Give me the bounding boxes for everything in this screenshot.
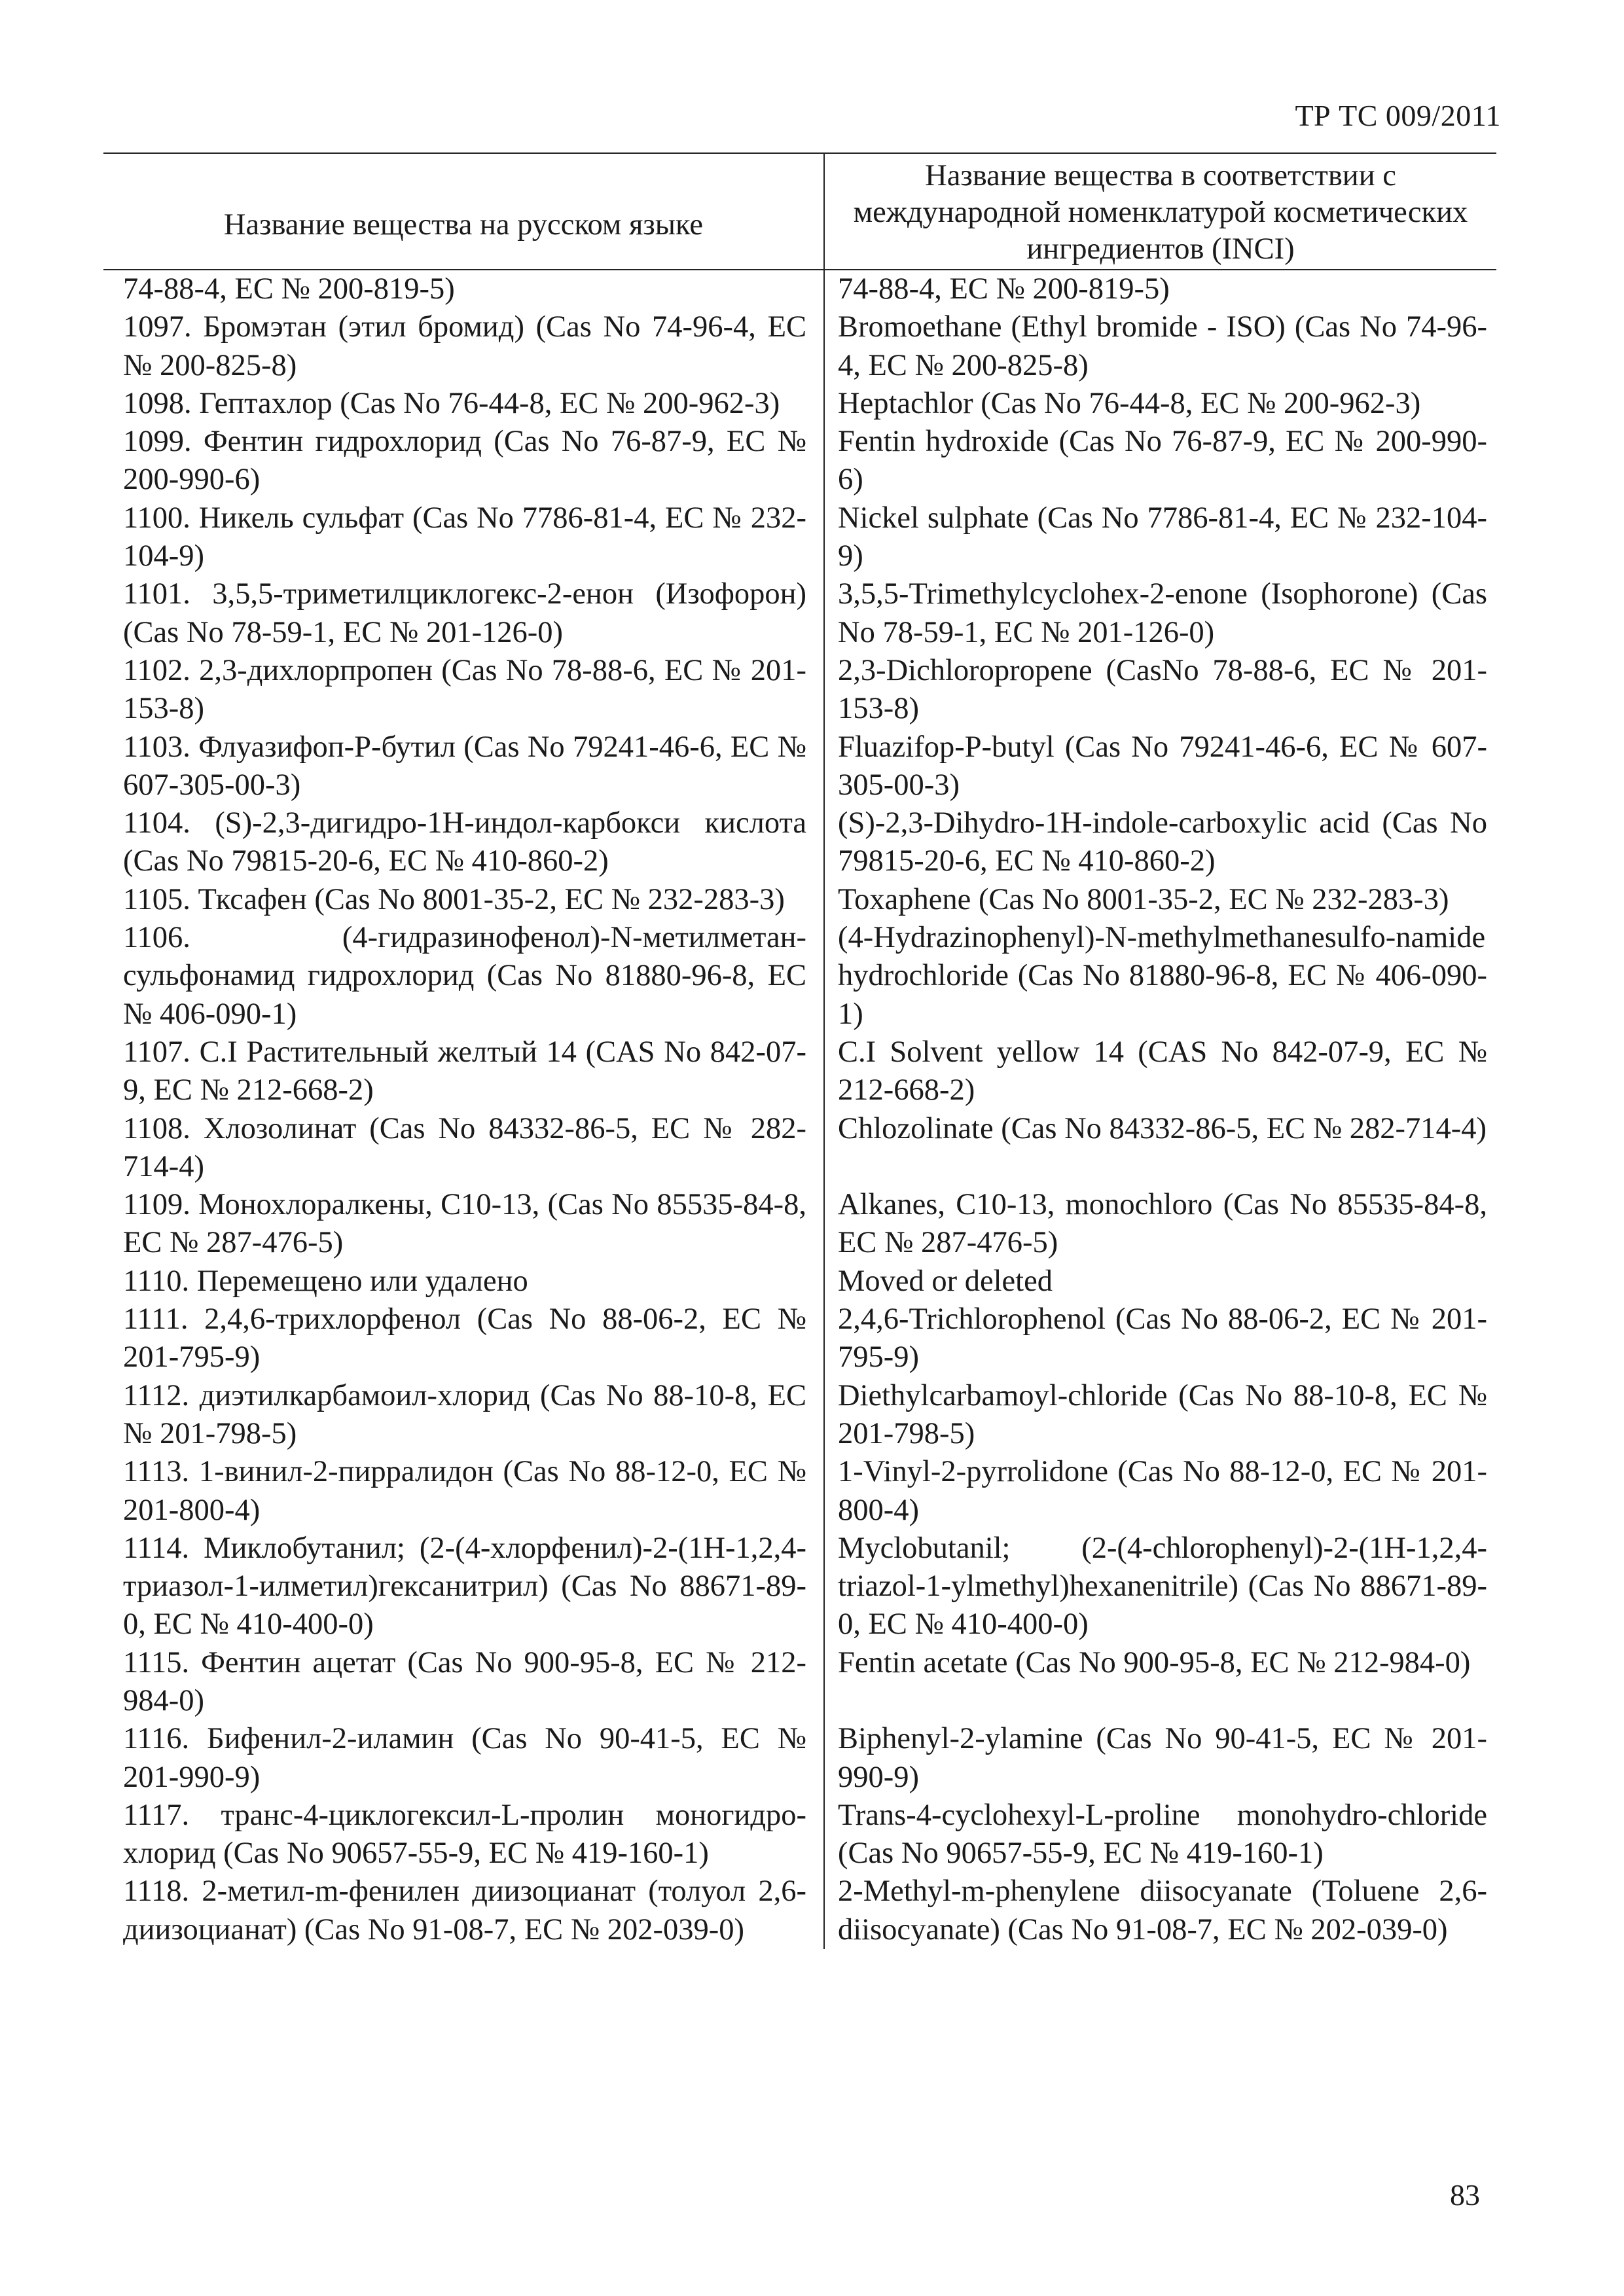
substance-name-inci: Trans-4-cyclohexyl-L-proline monohydro-chloride (Cas No 90657-55-9, ЕС № 419-160-1): [838, 1798, 1487, 1871]
table-header-row: [103, 153, 1496, 270]
substance-name-inci: Fentin hydroxide (Cas No 76-87-9, ЕС № 200-990-6): [838, 425, 1487, 497]
table-row: [103, 919, 1496, 1033]
substance-name-inci: 2,3-Dichloropropene (CasNo 78-88-6, ЕС № 201-153-8): [838, 653, 1487, 726]
substance-name-russian: 1102. 2,3-дихлорпропен (Cas No 78-88-6, ЕС № 201-153-8): [103, 652, 824, 728]
substance-name-russian: 1116. Бифенил-2-иламин (Cas No 90-41-5, ЕС № 201-990-9): [103, 1720, 824, 1797]
table-row: [103, 270, 1496, 308]
substance-name-russian: 74-88-4, ЕС № 200-819-5): [103, 270, 824, 308]
table-row: [103, 1300, 1496, 1377]
substance-name-russian: 1109. Монохлоралкены, C10-13, (Cas No 85535-84-8, ЕС № 287-476-5): [103, 1186, 824, 1263]
substance-name-russian: 1104. (S)-2,3-дигидро-1H-индол-карбокси кислота (Cas No 79815-20-6, ЕС № 410-860-2): [103, 804, 824, 881]
substance-name-russian: 1113. 1-винил-2-пирралидон (Cas No 88-12-0, ЕС № 201-800-4): [103, 1453, 824, 1530]
substance-name-inci: Diethylcarbamoyl-chloride (Cas No 88-10-8, ЕС № 201-798-5): [838, 1378, 1487, 1450]
substance-name-inci: Toxaphene (Cas No 8001-35-2, ЕС № 232-283-3): [838, 882, 1449, 916]
substance-name-inci: Alkanes, C10-13, monochloro (Cas No 85535-84-8, ЕС № 287-476-5): [838, 1188, 1487, 1260]
substances-table: [103, 152, 1496, 1949]
substance-name-russian: 1101. 3,5,5-триметилциклогекс-2-енон (Изофорон) (Cas No 78-59-1, ЕС № 201-126-0): [103, 575, 824, 652]
table-row: [103, 1797, 1496, 1873]
substance-name-russian: 1099. Фентин гидрохлорид (Cas No 76-87-9, ЕС № 200-990-6): [103, 423, 824, 499]
substance-name-inci: 2,4,6-Trichlorophenol (Cas No 88-06-2, ЕС № 201-795-9): [838, 1302, 1487, 1374]
table-row: [103, 652, 1496, 728]
table-row: [103, 1377, 1496, 1454]
table-row: [103, 1453, 1496, 1530]
substance-name-russian: 1112. диэтилкарбамоил-хлорид (Cas No 88-10-8, ЕС № 201-798-5): [103, 1377, 824, 1454]
substance-name-russian: 1103. Флуазифоп-P-бутил (Cas No 79241-46-6, ЕС № 607-305-00-3): [103, 728, 824, 805]
substance-name-inci: Myclobutanil; (2-(4-chlorophenyl)-2-(1H-1,2,4-triazol-1-ylmethyl)hexanenitrile) (Cas No 88671-89-0, ЕС № 410-400-0): [838, 1531, 1487, 1641]
substance-name-inci: 3,5,5-Trimethylcyclohex-2-enone (Isophorone) (Cas No 78-59-1, ЕС № 201-126-0): [838, 577, 1487, 649]
substance-name-russian: 1118. 2-метил-m-фенилен диизоцианат (толуол 2,6-диизоцианат) (Cas No 91-08-7, ЕС № 202-039-0): [103, 1873, 824, 1949]
column-header-inci-name: Название вещества в соответствии с международной номенклатурой косметических ингредиентов (INCI): [824, 153, 1496, 270]
substance-name-russian: 1105. Тксафен (Cas No 8001-35-2, ЕС № 232-283-3): [103, 881, 824, 919]
table-row: [103, 308, 1496, 385]
substance-name-inci: Fentin acetate (Cas No 900-95-8, ЕС № 212-984-0): [838, 1645, 1471, 1679]
substance-name-inci: (S)-2,3-Dihydro-1H-indole-carboxylic acid (Cas No 79815-20-6, ЕС № 410-860-2): [838, 806, 1487, 878]
table-row: [103, 575, 1496, 652]
column-header-russian-name: Название вещества на русском языке: [103, 153, 824, 270]
substance-name-russian: 1115. Фентин ацетат (Cas No 900-95-8, ЕС № 212-984-0): [103, 1644, 824, 1721]
substance-name-inci: Moved or deleted: [838, 1264, 1053, 1298]
substances-table-container: [103, 152, 1496, 1949]
substance-name-inci: Fluazifop-P-butyl (Cas No 79241-46-6, ЕС № 607-305-00-3): [838, 730, 1487, 802]
table-row: [103, 1263, 1496, 1300]
table-header: [103, 153, 1496, 270]
table-row: [103, 385, 1496, 423]
page-number: 83: [1450, 2178, 1480, 2212]
substance-name-inci: 2-Methyl-m-phenylene diisocyanate (Toluene 2,6-diisocyanate) (Cas No 91-08-7, ЕС № 202-039-0): [838, 1874, 1487, 1946]
table-row: [103, 1530, 1496, 1644]
table-row: [103, 881, 1496, 919]
table-row: [103, 499, 1496, 576]
substance-name-russian: 1110. Перемещено или удалено: [103, 1263, 824, 1300]
table-row: [103, 1110, 1496, 1187]
table-body: [103, 270, 1496, 1949]
substance-name-inci: Biphenyl-2-ylamine (Cas No 90-41-5, ЕС № 201-990-9): [838, 1722, 1487, 1794]
table-row: [103, 1033, 1496, 1110]
table-row: [103, 804, 1496, 881]
table-row: [103, 1720, 1496, 1797]
substance-name-russian: 1106. (4-гидразинофенол)-N-метилметан-сульфонамид гидрохлорид (Cas No 81880-96-8, ЕС № 406-090-1): [103, 919, 824, 1033]
document-code: ТР ТС 009/2011: [1295, 99, 1501, 132]
substance-name-inci: (4-Hydrazinophenyl)-N-methylmethanesulfo-namide hydrochloride (Cas No 81880-96-8, ЕС № 406-090-1): [838, 921, 1487, 1031]
table-row: [103, 423, 1496, 499]
substance-name-inci: 74-88-4, ЕС № 200-819-5): [838, 272, 1170, 306]
substance-name-inci: C.I Solvent yellow 14 (CAS No 842-07-9, ЕС № 212-668-2): [838, 1035, 1487, 1107]
table-row: [103, 1873, 1496, 1949]
substance-name-russian: 1111. 2,4,6-трихлорфенол (Cas No 88-06-2, ЕС № 201-795-9): [103, 1300, 824, 1377]
substance-name-russian: 1097. Бромэтан (этил бромид) (Cas No 74-96-4, ЕС № 200-825-8): [103, 308, 824, 385]
table-row: [103, 1186, 1496, 1263]
substance-name-russian: 1098. Гептахлор (Cas No 76-44-8, ЕС № 200-962-3): [103, 385, 824, 423]
substance-name-russian: 1107. C.I Растительный желтый 14 (CAS No 842-07-9, ЕС № 212-668-2): [103, 1033, 824, 1110]
substance-name-inci: Nickel sulphate (Cas No 7786-81-4, ЕС № 232-104-9): [838, 501, 1487, 573]
substance-name-inci: 1-Vinyl-2-pyrrolidone (Cas No 88-12-0, ЕС № 201-800-4): [838, 1455, 1487, 1527]
substance-name-inci: Heptachlor (Cas No 76-44-8, ЕС № 200-962-3): [838, 386, 1421, 420]
substance-name-inci: Bromoethane (Ethyl bromide - ISO) (Cas No 74-96-4, ЕС № 200-825-8): [838, 310, 1487, 382]
table-row: [103, 1644, 1496, 1721]
substance-name-russian: 1108. Хлозолинат (Cas No 84332-86-5, ЕС № 282-714-4): [103, 1110, 824, 1187]
substance-name-russian: 1100. Никель сульфат (Cas No 7786-81-4, ЕС № 232-104-9): [103, 499, 824, 576]
substance-name-inci: Chlozolinate (Cas No 84332-86-5, ЕС № 282-714-4): [838, 1111, 1487, 1145]
substance-name-russian: 1114. Миклобутанил; (2-(4-хлорфенил)-2-(1H-1,2,4-триазол-1-илметил)гексанитрил) (Cas No 88671-89-0, ЕС № 410-400-0): [103, 1530, 824, 1644]
substance-name-russian: 1117. транс-4-циклогексил-L-пролин моногидро-хлорид (Cas No 90657-55-9, ЕС № 419-160-1): [103, 1797, 824, 1873]
table-row: [103, 728, 1496, 805]
